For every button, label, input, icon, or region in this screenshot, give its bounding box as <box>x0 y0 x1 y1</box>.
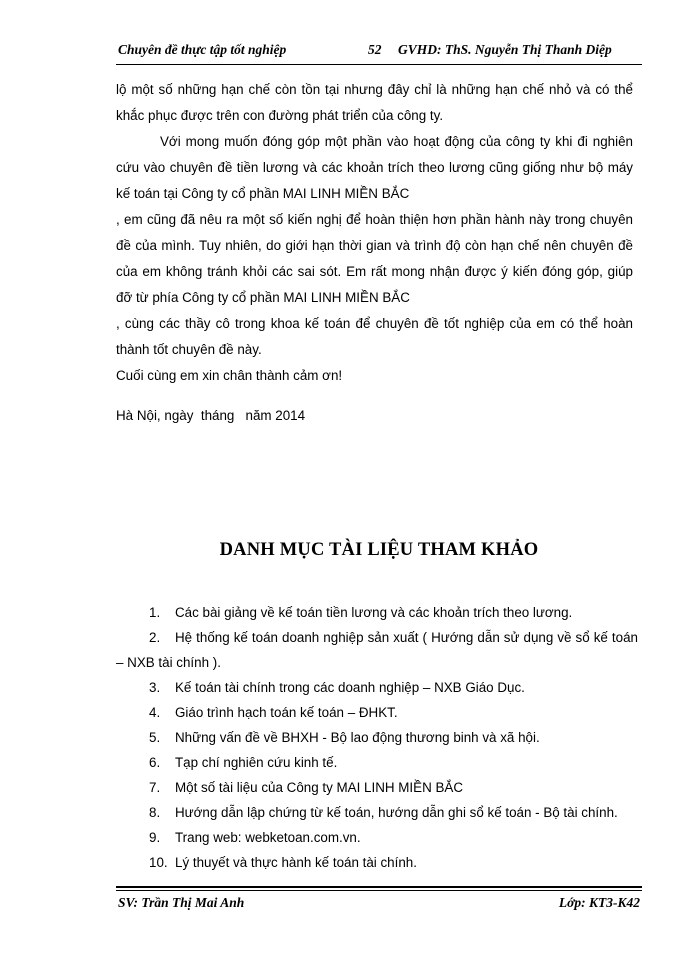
reference-text: Giáo trình hạch toán kế toán – ĐHKT. <box>175 705 398 720</box>
reference-item <box>116 700 638 725</box>
reference-item <box>116 825 638 850</box>
reference-number: 4. <box>149 705 161 720</box>
reference-item <box>116 775 638 800</box>
reference-item <box>116 725 638 750</box>
footer-rule-thick <box>116 886 642 888</box>
reference-number: 1. <box>149 605 161 620</box>
reference-number: 6. <box>149 755 161 770</box>
header-rule <box>116 64 642 65</box>
paragraph-3: , em cũng đã nêu ra một số kiến nghị để hoàn thiện hơn phần hành này trong chuyên đề của mình. Tuy nhiên, do giới hạn thời gian và trình độ còn hạn chế nên chuyên đề của em không tránh khỏi các sai sót. Em rất mong nhận được ý kiến đóng góp, giúp đỡ từ phía Công ty cổ phần MAI LINH MIỀN BẮC <box>116 212 633 305</box>
reference-item <box>116 675 638 700</box>
reference-number: 2. <box>149 630 161 645</box>
reference-text: Hướng dẫn lập chứng từ kế toán, hướng dẫn ghi sổ kế toán - Bộ tài chính. <box>175 805 618 820</box>
date-line: Hà Nội, ngày tháng năm 2014 <box>116 408 306 423</box>
reference-item <box>116 800 638 825</box>
paragraph-1: lộ một số những hạn chế còn tồn tại nhưng đây chỉ là những hạn chế nhỏ và có thể khắc phục được trên con đường phát triển của công ty. <box>116 82 633 123</box>
footer-rule-thin <box>116 890 642 891</box>
reference-number: 7. <box>149 780 161 795</box>
header-advisor: GVHD: ThS. Nguyễn Thị Thanh Diệp <box>398 42 612 57</box>
reference-item <box>116 750 638 775</box>
paragraph-4: , cùng các thầy cô trong khoa kế toán để chuyên đề tốt nghiệp của em có thể hoàn thành tốt chuyên đề này. <box>116 316 633 357</box>
page-number: 52 <box>368 42 382 57</box>
page-footer <box>118 895 640 911</box>
header-title: Chuyên đề thực tập tốt nghiệp <box>118 42 287 57</box>
reference-number: 3. <box>149 680 161 695</box>
reference-text: Trang web: webketoan.com.vn. <box>175 830 361 845</box>
footer-class: Lớp: KT3-K42 <box>558 895 640 910</box>
reference-text: Tạp chí nghiên cứu kinh tế. <box>175 755 338 770</box>
reference-number: 10. <box>149 855 168 870</box>
reference-number: 9. <box>149 830 161 845</box>
paragraph-5: Cuối cùng em xin chân thành cảm ơn! <box>116 368 343 383</box>
footer-student: SV: Trần Thị Mai Anh <box>118 895 245 910</box>
paragraph-2: Với mong muốn đóng góp một phần vào hoạt động của công ty khi đi nghiên cứu vào chuyên đề tiền lương và các khoản trích theo lương cũng giống như bộ máy kế toán tại Công ty cổ phần MAI LINH MIỀN BẮC <box>116 134 633 201</box>
reference-number: 5. <box>149 730 161 745</box>
reference-number: 8. <box>149 805 161 820</box>
page-header <box>118 38 640 58</box>
reference-text: Lý thuyết và thực hành kế toán tài chính. <box>175 855 417 870</box>
reference-text: Các bài giảng về kế toán tiền lương và các khoản trích theo lương. <box>175 605 573 620</box>
reference-text: Những vấn đề về BHXH - Bộ lao động thương binh và xã hội. <box>175 730 540 745</box>
body-text <box>116 77 633 389</box>
reference-text: Kế toán tài chính trong các doanh nghiệp – NXB Giáo Dục. <box>175 680 525 695</box>
reference-text: Hệ thống kế toán doanh nghiệp sản xuất ( Hướng dẫn sử dụng về sổ kế toán – NXB tài chính ). <box>116 630 638 670</box>
reference-item <box>116 850 638 875</box>
reference-text: Một số tài liệu của Công ty MAI LINH MIỀN BẮC <box>175 780 463 795</box>
references-title: DANH MỤC TÀI LIỆU THAM KHẢO <box>219 540 539 560</box>
reference-item <box>116 600 638 625</box>
references-list <box>116 600 638 875</box>
reference-item <box>116 625 638 675</box>
